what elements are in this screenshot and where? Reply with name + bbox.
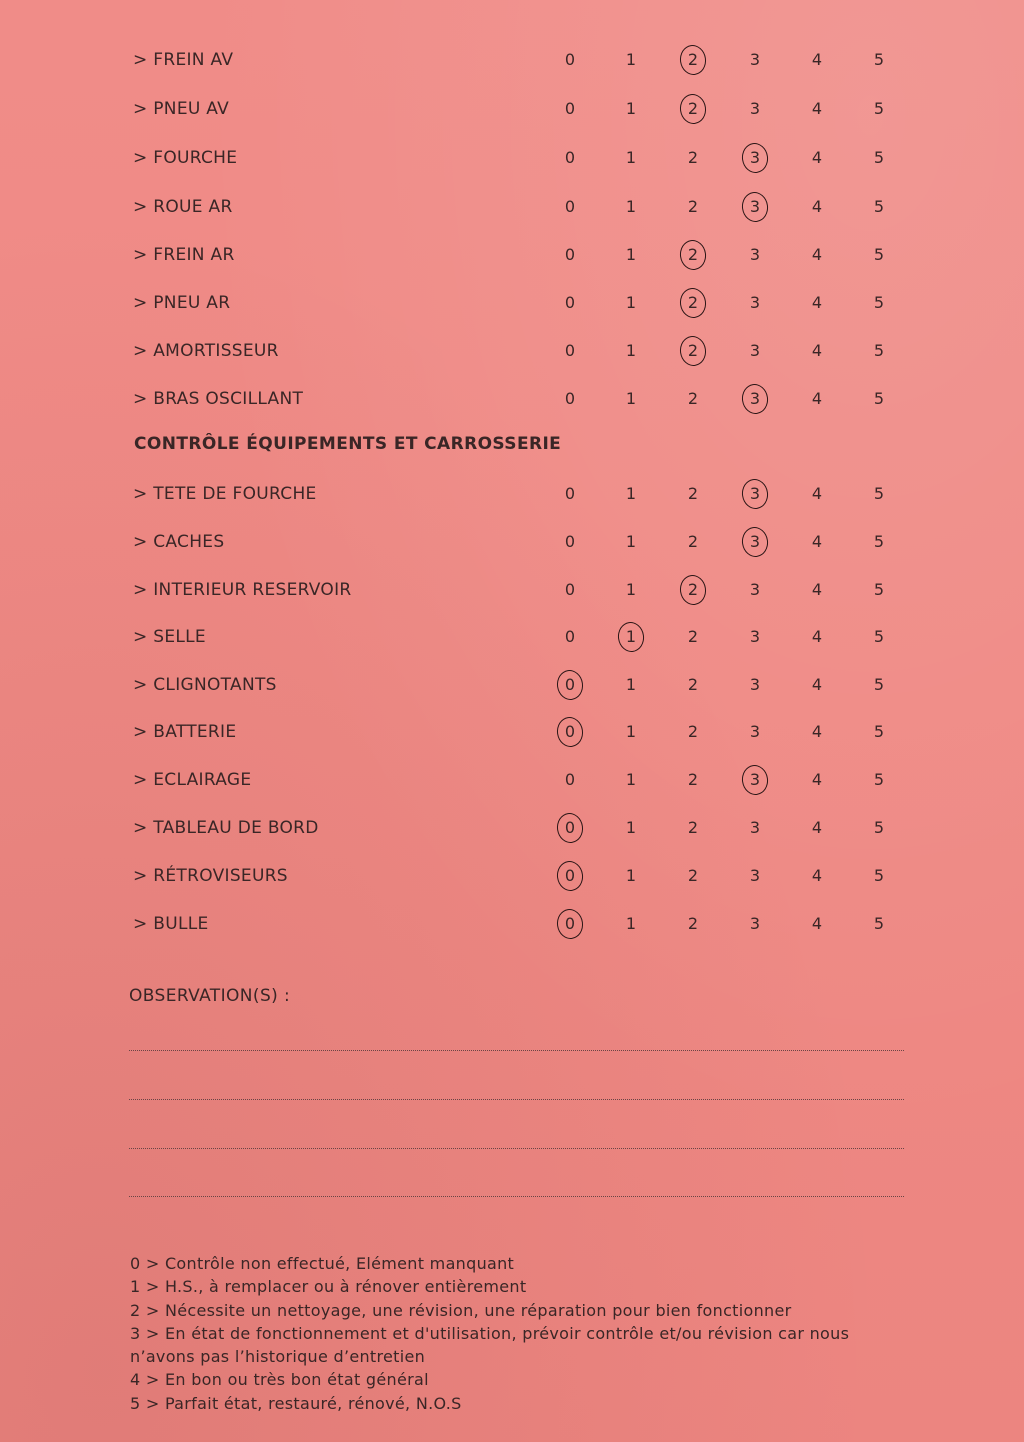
section-title: CONTRÔLE ÉQUIPEMENTS ET CARROSSERIE (134, 434, 562, 454)
item-label: > INTERIEUR RESERVOIR (133, 580, 352, 600)
inspection-row (0, 861, 1024, 891)
score-option[interactable]: 1 (625, 722, 637, 741)
score-option[interactable]: 4 (811, 99, 823, 118)
score-option[interactable]: 5 (873, 866, 885, 885)
score-option-selected[interactable]: 2 (676, 288, 710, 318)
score-option-selected[interactable]: 2 (676, 336, 710, 366)
item-label: > CACHES (133, 532, 225, 552)
score-option[interactable]: 2 (687, 675, 699, 694)
score-option[interactable]: 5 (873, 914, 885, 933)
score-option[interactable]: 3 (749, 818, 761, 837)
item-label: > RÉTROVISEURS (133, 866, 288, 886)
score-option[interactable]: 0 (564, 341, 576, 360)
score-option-selected[interactable]: 3 (738, 765, 772, 795)
score-option[interactable]: 4 (811, 818, 823, 837)
inspection-row (0, 94, 1024, 124)
score-option[interactable]: 1 (625, 675, 637, 694)
score-option[interactable]: 1 (625, 50, 637, 69)
score-option[interactable]: 1 (625, 770, 637, 789)
inspection-row (0, 813, 1024, 843)
item-label: > TABLEAU DE BORD (133, 818, 319, 838)
inspection-row (0, 143, 1024, 173)
score-option[interactable]: 1 (625, 197, 637, 216)
score-option[interactable]: 5 (873, 770, 885, 789)
inspection-row (0, 909, 1024, 939)
score-option[interactable]: 5 (873, 484, 885, 503)
legend-item: 5 > Parfait état, restauré, rénové, N.O.S (130, 1393, 462, 1413)
observations-label: OBSERVATION(S) : (129, 986, 291, 1006)
item-label: > BATTERIE (133, 722, 237, 742)
item-label: > PNEU AV (133, 99, 230, 119)
score-option-selected[interactable]: 2 (676, 94, 710, 124)
score-option-selected[interactable]: 3 (738, 192, 772, 222)
inspection-row (0, 45, 1024, 75)
item-label: > ROUE AR (133, 197, 233, 217)
score-option[interactable]: 0 (564, 770, 576, 789)
score-option[interactable]: 5 (873, 341, 885, 360)
score-option[interactable]: 1 (625, 389, 637, 408)
score-option[interactable]: 0 (564, 532, 576, 551)
score-option[interactable]: 5 (873, 99, 885, 118)
score-option[interactable]: 3 (749, 914, 761, 933)
score-option[interactable]: 4 (811, 722, 823, 741)
score-option-selected[interactable]: 2 (676, 575, 710, 605)
score-option[interactable]: 2 (687, 197, 699, 216)
score-option[interactable]: 1 (625, 293, 637, 312)
score-option[interactable]: 3 (749, 580, 761, 599)
score-option[interactable]: 1 (625, 148, 637, 167)
score-option[interactable]: 3 (749, 866, 761, 885)
score-option[interactable]: 5 (873, 245, 885, 264)
score-option-selected[interactable]: 0 (553, 813, 587, 843)
score-option-selected[interactable]: 1 (614, 622, 648, 652)
legend-item: 4 > En bon ou très bon état général (130, 1370, 429, 1390)
item-label: > BRAS OSCILLANT (133, 389, 304, 409)
score-option-selected[interactable]: 3 (738, 143, 772, 173)
score-option[interactable]: 0 (564, 627, 576, 646)
score-option[interactable]: 3 (749, 293, 761, 312)
score-option-selected[interactable]: 3 (738, 479, 772, 509)
score-option[interactable]: 1 (625, 99, 637, 118)
item-label: > SELLE (133, 627, 206, 647)
observation-line (129, 1196, 904, 1197)
score-option[interactable]: 2 (687, 818, 699, 837)
score-option[interactable]: 1 (625, 532, 637, 551)
score-option[interactable]: 1 (625, 818, 637, 837)
score-option[interactable]: 4 (811, 627, 823, 646)
score-option[interactable]: 0 (564, 293, 576, 312)
score-option[interactable]: 4 (811, 675, 823, 694)
score-option[interactable]: 0 (564, 484, 576, 503)
score-option[interactable]: 3 (749, 341, 761, 360)
score-option[interactable]: 4 (811, 914, 823, 933)
score-option[interactable]: 4 (811, 148, 823, 167)
score-option[interactable]: 2 (687, 914, 699, 933)
score-option[interactable]: 5 (873, 50, 885, 69)
item-label: > FREIN AR (133, 245, 235, 265)
score-option[interactable]: 1 (625, 866, 637, 885)
score-option-selected[interactable]: 0 (553, 670, 587, 700)
score-option[interactable]: 1 (625, 580, 637, 599)
score-option[interactable]: 0 (564, 99, 576, 118)
score-option[interactable]: 5 (873, 580, 885, 599)
score-option[interactable]: 5 (873, 675, 885, 694)
score-option[interactable]: 4 (811, 484, 823, 503)
score-option-selected[interactable]: 0 (553, 861, 587, 891)
score-option[interactable]: 4 (811, 197, 823, 216)
score-option[interactable]: 2 (687, 389, 699, 408)
inspection-row (0, 384, 1024, 414)
inspection-row (0, 622, 1024, 652)
legend-item: 3 > En état de fonctionnement et d'utilisation, prévoir contrôle et/ou révision car nous n’avons pas l’historique d’entretien (130, 1323, 850, 1367)
score-option[interactable]: 1 (625, 914, 637, 933)
item-label: > TETE DE FOURCHE (133, 484, 317, 504)
score-option-selected[interactable]: 2 (676, 240, 710, 270)
score-option[interactable]: 4 (811, 866, 823, 885)
observation-line (129, 1099, 904, 1100)
score-option[interactable]: 2 (687, 627, 699, 646)
score-option[interactable]: 5 (873, 389, 885, 408)
inspection-row (0, 575, 1024, 605)
score-option[interactable]: 1 (625, 245, 637, 264)
score-option[interactable]: 5 (873, 818, 885, 837)
score-option[interactable]: 2 (687, 484, 699, 503)
inspection-row (0, 527, 1024, 557)
score-option-selected[interactable]: 3 (738, 527, 772, 557)
inspection-row (0, 336, 1024, 366)
score-option[interactable]: 4 (811, 770, 823, 789)
score-option[interactable]: 4 (811, 50, 823, 69)
inspection-row (0, 670, 1024, 700)
score-option[interactable]: 3 (749, 722, 761, 741)
score-option[interactable]: 0 (564, 245, 576, 264)
score-option[interactable]: 0 (564, 148, 576, 167)
score-option[interactable]: 3 (749, 627, 761, 646)
score-option[interactable]: 4 (811, 245, 823, 264)
inspection-row (0, 240, 1024, 270)
inspection-row (0, 765, 1024, 795)
score-option[interactable]: 0 (564, 50, 576, 69)
score-option[interactable]: 0 (564, 197, 576, 216)
score-option[interactable]: 2 (687, 770, 699, 789)
inspection-row (0, 479, 1024, 509)
score-option-selected[interactable]: 2 (676, 45, 710, 75)
legend-item: 1 > H.S., à remplacer ou à rénover entièrement (130, 1277, 527, 1297)
legend-item: 0 > Contrôle non effectué, Elément manquant (130, 1254, 515, 1273)
legend-item: 2 > Nécessite un nettoyage, une révision, une réparation pour bien fonctionner (130, 1300, 792, 1320)
inspection-row (0, 192, 1024, 222)
score-option[interactable]: 5 (873, 627, 885, 646)
item-label: > PNEU AR (133, 293, 231, 313)
score-option-selected[interactable]: 0 (553, 909, 587, 939)
score-option[interactable]: 3 (749, 50, 761, 69)
score-option[interactable]: 2 (687, 722, 699, 741)
score-option[interactable]: 5 (873, 532, 885, 551)
item-label: > CLIGNOTANTS (133, 675, 277, 695)
score-option[interactable]: 3 (749, 245, 761, 264)
score-option[interactable]: 4 (811, 293, 823, 312)
score-option[interactable]: 0 (564, 580, 576, 599)
score-option[interactable]: 1 (625, 341, 637, 360)
score-option[interactable]: 2 (687, 866, 699, 885)
score-option-selected[interactable]: 3 (738, 384, 772, 414)
score-option[interactable]: 2 (687, 532, 699, 551)
score-option[interactable]: 4 (811, 389, 823, 408)
score-option[interactable]: 4 (811, 341, 823, 360)
score-option[interactable]: 0 (564, 389, 576, 408)
score-option[interactable]: 4 (811, 580, 823, 599)
score-option[interactable]: 5 (873, 293, 885, 312)
score-option[interactable]: 2 (687, 148, 699, 167)
score-option[interactable]: 5 (873, 148, 885, 167)
score-option[interactable]: 5 (873, 722, 885, 741)
observation-line (129, 1148, 904, 1149)
score-option[interactable]: 4 (811, 532, 823, 551)
inspection-row (0, 717, 1024, 747)
score-option-selected[interactable]: 0 (553, 717, 587, 747)
score-option[interactable]: 1 (625, 484, 637, 503)
observation-line (129, 1050, 904, 1051)
item-label: > FREIN AV (133, 50, 234, 70)
rating-legend (130, 1252, 900, 1415)
item-label: > AMORTISSEUR (133, 341, 279, 361)
item-label: > FOURCHE (133, 148, 238, 168)
score-option[interactable]: 5 (873, 197, 885, 216)
score-option[interactable]: 3 (749, 99, 761, 118)
item-label: > BULLE (133, 914, 209, 934)
item-label: > ECLAIRAGE (133, 770, 252, 790)
inspection-row (0, 288, 1024, 318)
score-option[interactable]: 3 (749, 675, 761, 694)
